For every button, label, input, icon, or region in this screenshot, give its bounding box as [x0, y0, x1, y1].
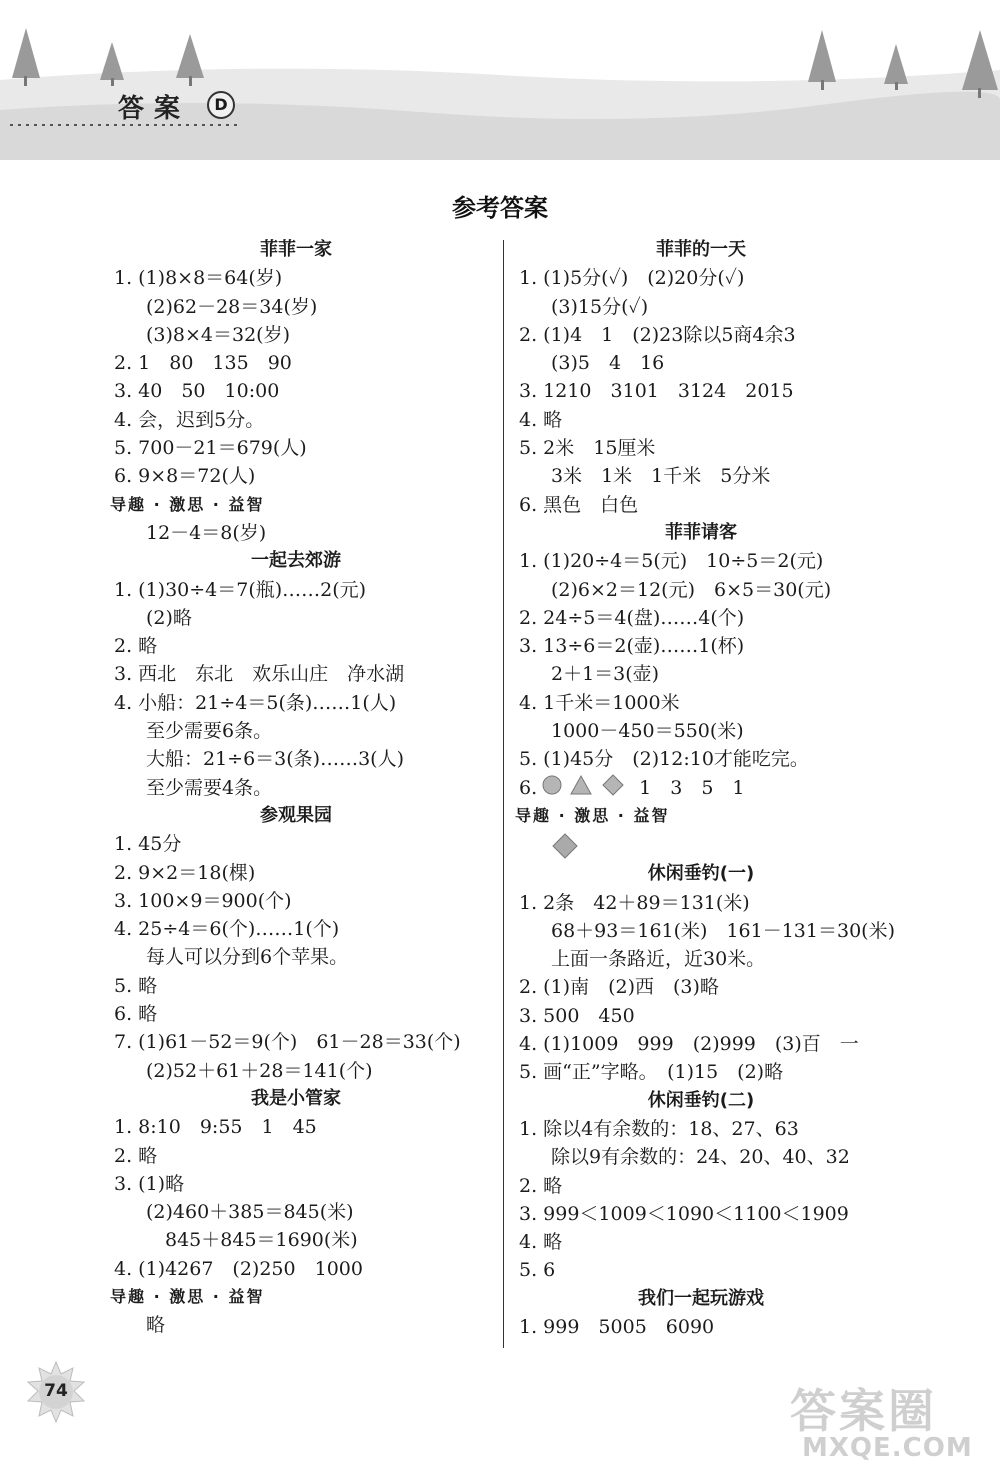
answer-line-continued: 1000－450＝550(米) — [551, 720, 744, 743]
answer-line: 6. 略 — [114, 1003, 158, 1026]
answer-line-continued: (2)52＋61＋28＝141(个) — [146, 1059, 373, 1082]
section-heading: 菲菲的一天 — [656, 239, 746, 260]
answer-line: 1. (1)20÷4＝5(元) 10÷5＝2(元) — [519, 550, 824, 573]
section-heading: 参观果园 — [260, 804, 332, 826]
bonus-heading: 导趣 · 激思 · 益智 — [515, 805, 670, 825]
answer-line-continued: 845＋845＝1690(米) — [146, 1229, 358, 1252]
answer-line-continued: (3)15分(✓) — [551, 295, 649, 318]
answer-line: 1. (1)8×8＝64(岁) — [114, 267, 283, 290]
section-heading: 休闲垂钓(一) — [647, 863, 755, 885]
bonus-heading: 导趣 · 激思 · 益智 — [110, 1286, 265, 1306]
answer-line: 4. (1)4267 (2)250 1000 — [114, 1257, 363, 1280]
bonus-heading: 导趣 · 激思 · 益智 — [110, 494, 265, 514]
page-number: 74 — [44, 1381, 68, 1401]
watermark-title: 答案圈 — [790, 1384, 937, 1438]
section-heading: 菲菲请客 — [665, 521, 737, 543]
answer-line: 6. 黑色 白色 — [519, 493, 639, 516]
answer-line: 6. 9×8＝72(人) — [114, 465, 256, 488]
answer-line-continued: (2)460＋385＝845(米) — [146, 1201, 354, 1224]
answer-line: 1. 8:10 9:55 1 45 — [114, 1116, 317, 1139]
answer-line: 4. 略 — [519, 1231, 563, 1254]
answer-line-continued: (2)62－28＝34(岁) — [146, 295, 318, 318]
section-heading: 菲菲一家 — [260, 239, 332, 260]
answer-line: 2. 9×2＝18(棵) — [114, 861, 256, 884]
column-divider — [503, 240, 504, 1348]
answer-line-continued: 每人可以分到6个苹果。 — [146, 946, 349, 969]
header-badge: D — [207, 91, 235, 119]
answer-line: 5. (1)45分 (2)12:10才能吃完。 — [519, 748, 809, 771]
answer-line: 2. 略 — [114, 635, 158, 658]
section-heading: 我是小管家 — [251, 1087, 341, 1109]
answer-line-continued: 至少需要6条。 — [146, 720, 273, 743]
answer-number: 6. — [519, 776, 538, 799]
answer-line-continued: (3)8×4＝32(岁) — [146, 323, 291, 346]
answer-line-continued: 2＋1＝3(壶) — [551, 663, 660, 686]
answer-line-continued: (3)5 4 16 — [551, 352, 665, 375]
answer-line-continued: 上面一条路近，近30米。 — [551, 948, 766, 971]
answer-line: 3. 1210 3101 3124 2015 — [519, 380, 794, 403]
header-label: 答案 — [118, 94, 191, 124]
answer-line: 2. (1)南 (2)西 (3)略 — [519, 976, 719, 999]
answer-line: 5. 画“正”字略。 (1)15 (2)略 — [519, 1061, 784, 1084]
answer-line: 5. 略 — [114, 974, 158, 997]
section-heading: 我们一起玩游戏 — [638, 1287, 764, 1309]
answer-line: 2. 略 — [519, 1174, 563, 1197]
answer-line-continued: 12－4＝8(岁) — [146, 521, 267, 544]
answer-line: 5. 2米 15厘米 — [519, 437, 656, 460]
answer-line: 2. 1 80 135 90 — [114, 352, 292, 375]
answer-line-continued: 至少需要4条。 — [146, 776, 273, 799]
answer-text: 1 3 5 1 — [639, 776, 745, 799]
answer-line-continued: (2)略 — [146, 606, 192, 629]
answer-line: 4. 会，迟到5分。 — [114, 408, 265, 431]
answer-line: 3. (1)略 — [114, 1172, 185, 1195]
answer-line: 2. 24÷5＝4(盘)……4(个) — [519, 606, 745, 629]
answer-line: 3. 999＜1009＜1090＜1100＜1909 — [519, 1202, 849, 1225]
section-heading: 一起去郊游 — [251, 550, 341, 572]
diamond-answer-icon — [515, 830, 887, 860]
answer-line-continued: 大船：21÷6＝3(条)……3(人) — [146, 748, 405, 771]
header-banner — [0, 0, 1000, 175]
section-heading: 休闲垂钓(二) — [647, 1089, 755, 1111]
answer-line: 3. 西北 东北 欢乐山庄 净水湖 — [114, 663, 405, 686]
answer-line: 1. (1)30÷4＝7(瓶)……2(元) — [114, 578, 367, 601]
answer-line: 4. 小船：21÷4＝5(条)……1(人) — [114, 691, 397, 714]
answer-line: 3. 500 450 — [519, 1004, 635, 1027]
answer-line: 3. 40 50 10:00 — [114, 380, 280, 403]
answer-line: 4. 1千米＝1000米 — [519, 691, 680, 714]
answer-line: 1. 45分 — [114, 833, 182, 856]
answer-line — [515, 774, 887, 802]
answer-line-continued: 略 — [146, 1314, 166, 1337]
answer-line-continued: 68＋93＝161(米) 161－131＝30(米) — [551, 919, 895, 942]
answer-line: 5. 6 — [519, 1259, 556, 1282]
watermark — [790, 1375, 990, 1465]
answer-line: 3. 100×9＝900(个) — [114, 889, 292, 912]
answer-line: 1. 2条 42＋89＝131(米) — [519, 891, 750, 914]
answer-line: 4. 略 — [519, 408, 563, 431]
answer-line: 2. 略 — [114, 1144, 158, 1167]
answer-line: 4. (1)1009 999 (2)999 (3)百 一 — [519, 1033, 859, 1056]
right-answer-column — [515, 236, 895, 1341]
answer-line: 3. 13÷6＝2(壶)……1(杯) — [519, 635, 745, 658]
answer-line-continued: 除以9有余数的：24、20、40、32 — [551, 1146, 850, 1169]
answer-line-continued: (2)6×2＝12(元) 6×5＝30(元) — [551, 578, 832, 601]
answer-line: 2. (1)4 1 (2)23除以5商4余3 — [519, 323, 796, 346]
answer-line-continued: 3米 1米 1千米 5分米 — [551, 465, 771, 488]
shape-sequence-icon — [541, 774, 625, 804]
answer-line: 7. (1)61－52＝9(个) 61－28＝33(个) — [114, 1031, 461, 1054]
answer-line: 5. 700－21＝679(人) — [114, 437, 307, 460]
watermark-url: MXQE.COM — [802, 1433, 973, 1463]
answer-line: 1. (1)5分(✓) (2)20分(✓) — [519, 267, 745, 290]
answer-line: 1. 除以4有余数的：18、27、63 — [519, 1117, 799, 1140]
answer-line: 4. 25÷4＝6(个)……1(个) — [114, 918, 340, 941]
left-answer-column — [110, 236, 482, 1340]
answer-line: 1. 999 5005 6090 — [519, 1315, 715, 1338]
page-title: 参考答案 — [452, 194, 548, 222]
page-number-badge — [24, 1360, 88, 1424]
